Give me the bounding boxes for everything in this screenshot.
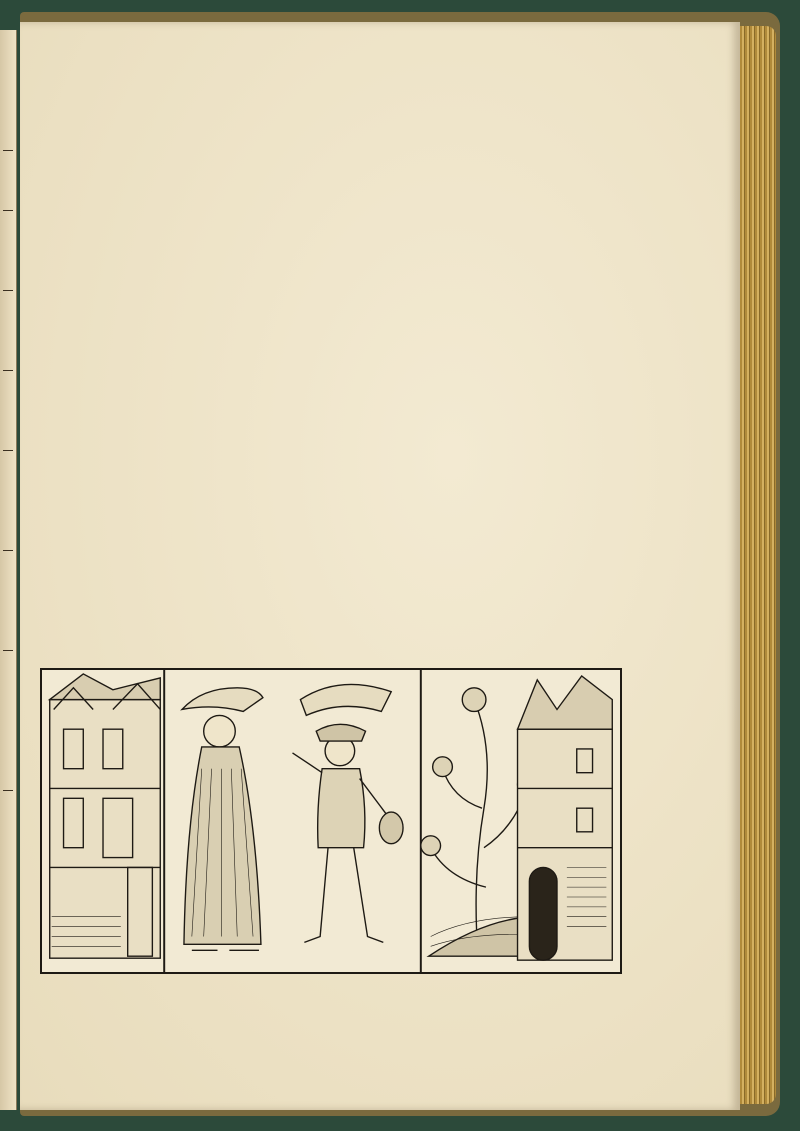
figure-byrria — [182, 688, 263, 951]
gilt-page-edges — [740, 26, 776, 1104]
right-tower — [518, 676, 613, 960]
left-page-edge — [0, 30, 17, 1110]
woodcut-drawing — [42, 670, 620, 972]
woodcut-illustration — [40, 668, 622, 974]
red-initial-letter — [168, 146, 218, 206]
figure-davus — [293, 684, 404, 942]
left-building — [50, 674, 161, 958]
